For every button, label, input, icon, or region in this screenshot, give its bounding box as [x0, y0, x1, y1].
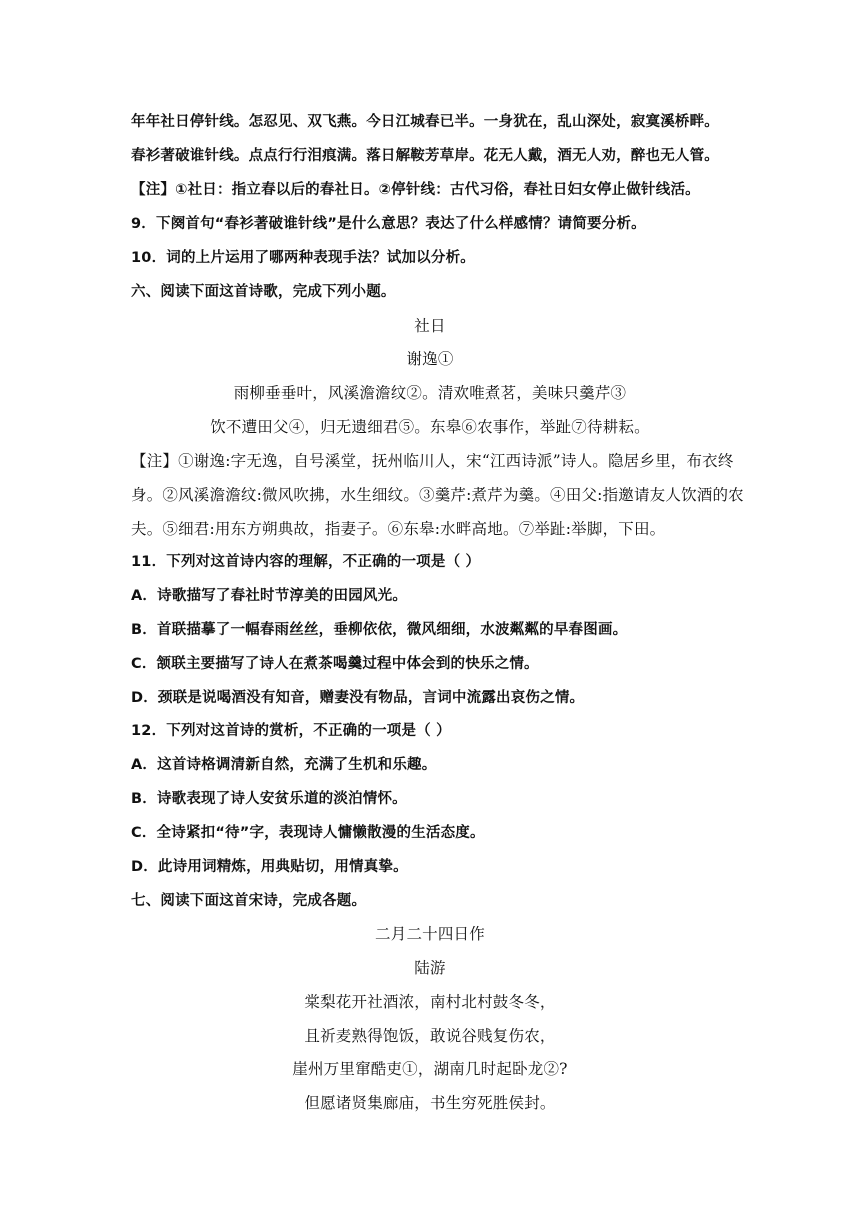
poem2-note-line-1: 【注】①谢逸:字无逸，自号溪堂，抚州临川人，宋“江西诗派”诗人。隐居乡里，布衣终: [131, 452, 734, 470]
question-9: 9．下阕首句“春衫著破谁针线”是什么意思？表达了什么样感情？请简要分析。: [131, 216, 646, 232]
poem3-author: 陆游: [414, 959, 446, 977]
section-6-heading: 六、阅读下面这首诗歌，完成下列小题。: [131, 284, 396, 300]
poem3-line-4: 但愿诸贤集廊庙，书生穷死胜侯封。: [304, 1094, 556, 1112]
question-12-option-b: B．诗歌表现了诗人安贫乐道的淡泊情怀。: [131, 791, 407, 807]
question-11: 11．下列对这首诗内容的理解，不正确的一项是（ ）: [131, 554, 481, 570]
question-12-option-a: A．这首诗格调清新自然，充满了生机和乐趣。: [131, 757, 437, 773]
question-12-option-d: D．此诗用词精炼，用典贴切，用情真挚。: [131, 859, 408, 875]
question-12-option-c: C．全诗紧扣“待”字，表现诗人慵懒散漫的生活态度。: [131, 825, 485, 841]
poem2-note-line-2: 身。②风溪澹澹纹:微风吹拂，水生细纹。③羹芹:煮芹为羹。④田父:指邀请友人饮酒的农: [131, 486, 744, 504]
poem3-line-3: 崖州万里窜酷吏①，湖南几时起卧龙②?: [292, 1060, 568, 1078]
poem3-line-1: 棠梨花开社酒浓，南村北村鼓冬冬，: [304, 993, 556, 1011]
question-12: 12．下列对这首诗的赏析，不正确的一项是（ ）: [131, 723, 451, 739]
poem3-title: 二月二十四日作: [375, 925, 485, 943]
question-11-option-a: A．诗歌描写了春社时节淳美的田园风光。: [131, 588, 408, 604]
question-10: 10．词的上片运用了哪两种表现手法？试加以分析。: [131, 250, 475, 266]
poem1-line-2: 春衫著破谁针线。点点行行泪痕满。落日解鞍芳草岸。花无人戴，酒无人劝，醉也无人管。: [131, 148, 719, 164]
question-11-option-b: B．首联描摹了一幅春雨丝丝，垂柳依依，微风细细，水波粼粼的早春图画。: [131, 622, 628, 638]
poem2-line-2: 饮不遭田父④，归无遗细君⑤。东皋⑥农事作，举趾⑦待耕耘。: [210, 418, 650, 436]
poem2-note-line-3: 夫。⑤细君:用东方朔典故，指妻子。⑥东皋:水畔高地。⑦举趾:举脚，下田。: [131, 520, 666, 538]
poem1-note: 【注】①社日：指立春以后的春社日。②停针线：古代习俗，春社日妇女停止做针线活。: [131, 182, 700, 198]
question-11-option-c: C．颔联主要描写了诗人在煮茶喝羹过程中体会到的快乐之情。: [131, 656, 539, 672]
poem1-line-1: 年年社日停针线。怎忍见、双飞燕。今日江城春已半。一身犹在，乱山深处，寂寞溪桥畔。: [131, 114, 719, 130]
poem3-line-2: 且祈麦熟得饱饭，敢说谷贱复伤农，: [304, 1027, 556, 1045]
poem2-line-1: 雨柳垂垂叶，风溪澹澹纹②。清欢唯煮茗，美味只羹芹③: [233, 384, 627, 402]
poem2-author: 谢逸①: [406, 350, 454, 368]
section-7-heading: 七、阅读下面这首宋诗，完成各题。: [131, 893, 367, 909]
poem2-title: 社日: [414, 317, 446, 335]
question-11-option-d: D．颈联是说喝酒没有知音，赠妻没有物品，言词中流露出哀伤之情。: [131, 690, 585, 706]
